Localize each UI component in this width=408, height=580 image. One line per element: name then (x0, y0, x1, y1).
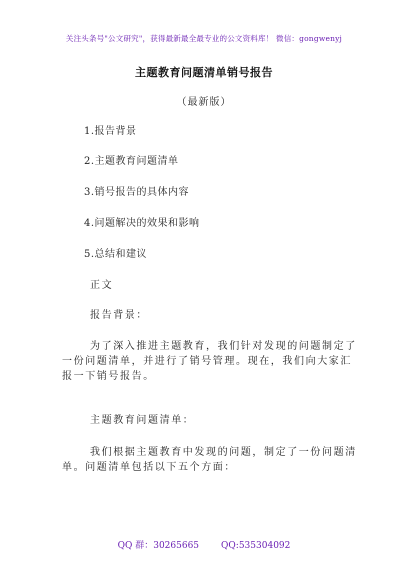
toc-item-1: 1.报告背景 (84, 126, 137, 137)
toc-item-3: 3.销号报告的具体内容 (84, 187, 190, 198)
header-banner: 关注头条号"公文研究"，获得最新最全最专业的公文资料库！ 微信：gongwenyj (65, 34, 343, 43)
footer-qq-group: QQ 群：30265665 (117, 541, 200, 551)
paragraph-line: 单。问题清单包括以下五个方面： (62, 462, 236, 473)
toc-item-2: 2.主题教育问题清单 (84, 156, 179, 167)
paragraph-line: 报一下销号报告。 (62, 371, 155, 382)
section-heading-background: 报告背景： (90, 310, 148, 321)
footer-qq: QQ:535304092 (221, 541, 291, 551)
paragraph-line: 我们根据主题教育中发现的问题，制定了一份问题清 (90, 447, 357, 458)
document-title: 主题教育问题清单销号报告 (135, 66, 273, 79)
body-label: 正文 (90, 280, 114, 291)
paragraph-line: 为了深入推进主题教育，我们针对发现的问题制定了 (90, 341, 357, 352)
toc-item-4: 4.问题解决的效果和影响 (84, 218, 200, 229)
section-heading-problem-list: 主题教育问题清单： (90, 415, 195, 426)
toc-item-5: 5.总结和建议 (84, 249, 148, 260)
document-subtitle: （最新版） (176, 97, 232, 108)
footer (0, 538, 408, 551)
paragraph-line: 一份问题清单，并进行了销号管理。现在，我们向大家汇 (62, 356, 352, 367)
